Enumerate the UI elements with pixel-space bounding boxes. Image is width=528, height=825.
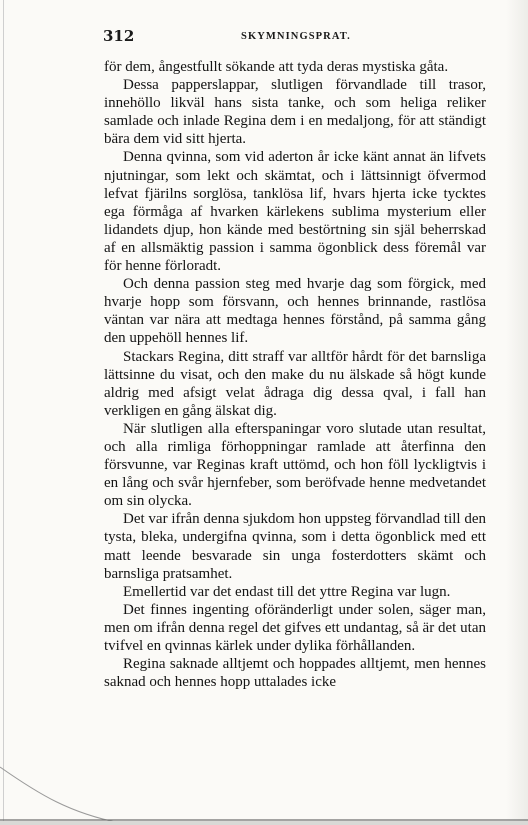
- paragraph: Det finnes ingenting oföränderligt under solen, säger man, men om ifrån denna regel det gifves ett undantag, så är det utan tvifvel en qvinnas kärlek under dylika förhållanden.: [104, 601, 486, 654]
- paragraph: för dem, ångestfullt sökande att tyda deras mystiska gåta.: [104, 59, 449, 75]
- page-edge-shadow: [506, 0, 528, 825]
- paragraph: Stackars Regina, ditt straff var alltför hårdt för det barnsliga lättsinne du visat, och den make du nu älskade så högt kunde aldrig med afsigt velat ådraga dig dessa qval, i fall han verkligen en gång älskat dig.: [104, 348, 486, 419]
- paragraph: Och denna passion steg med hvarje dag som förgick, med hvarje hopp som försvann, och hennes brinnande, rastlösa väntan var nära att medtaga hennes förstånd, på samma gång den uppehöll hennes lif.: [104, 276, 486, 347]
- body-text: [104, 58, 486, 691]
- page-number: 312: [103, 27, 135, 45]
- paragraph: Dessa papperslappar, slutligen förvandlade till trasor, innehöllo likväl hans sista tanke, och som heliga reliker samlade och inlade Regina dem i en medaljong, för att ständigt bära dem vid sitt hjerta.: [104, 77, 486, 148]
- paragraph: När slutligen alla efterspaningar voro slutade utan resultat, och alla rimliga förhoppningar ramlade att återfinna den försvunne, var Reginas kraft uttömd, och hon föll lyckligtvis i en lång och svår hjernfeber, som beröfvade henne medvetandet om sin olycka.: [104, 420, 486, 510]
- running-title: SKYMNINGSPRAT.: [241, 31, 351, 42]
- paragraph: Emellertid var det endast till det yttre Regina var lugn.: [123, 583, 451, 600]
- paragraph: Denna qvinna, som vid aderton år icke känt annat än lifvets njutningar, som lekt och skämtat, och i lättsinnigt öfvermod lefvat fjärilns sorglösa, tanklösa lif, hvars hjerta icke tycktes ega förmåga af hvarken kärlekens sublima mysterium eller lidandets djup, hon kände med bestörtning sin själ beherrskad af en allsmäktig passion i samma ögonblick dess föremål var för henne förloradt.: [104, 149, 486, 275]
- page-edge-line: [3, 0, 4, 825]
- paragraph: Det var ifrån denna sjukdom hon uppsteg förvandlad till den tysta, bleka, undergifna qvinna, som i detta ögonblick med ett matt leende besvarade sin unga fosterdotters skämt och barnsliga pratsamhet.: [104, 511, 486, 582]
- page-curl-shadow: [0, 765, 528, 825]
- paragraph: Regina saknade alltjemt och hoppades alltjemt, men hennes saknad och hennes hopp uttalades icke: [104, 656, 486, 691]
